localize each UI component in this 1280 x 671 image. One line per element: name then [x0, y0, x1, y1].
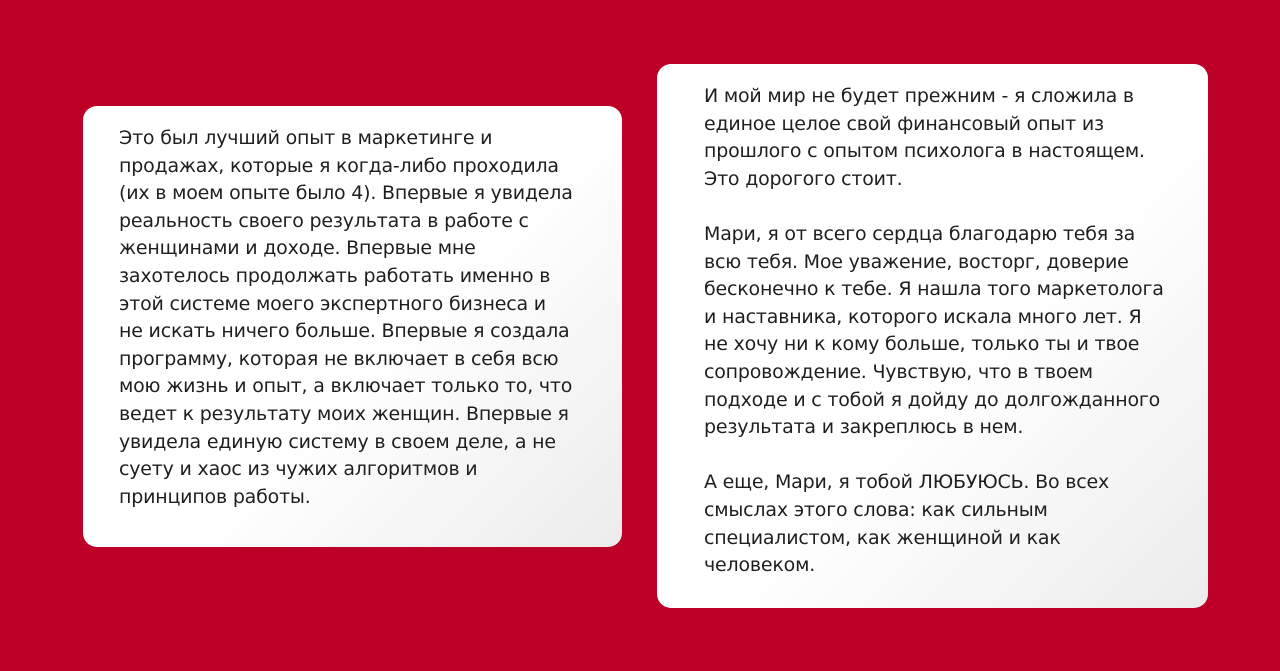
testimonial-paragraph-2: Мари, я от всего сердца благодарю тебя за всю тебя. Мое уважение, восторг, доверие бесконечно к тебе. Я нашла того маркетолога и наставника, которого искала много лет. Я не хочу ни к кому больше, только ты и твое сопровождение. Чувствую, что в твоем подходе и с тобой я дойду до долгожданного результата и закреплюсь в нем.	[704, 222, 1164, 439]
testimonial-card-right	[657, 64, 1208, 608]
testimonial-paragraph-1: И мой мир не будет прежним - я сложила в единое целое свой финансовый опыт из прошлого с опытом психолога в настоящем. Это дорогого стоит.	[704, 85, 1145, 190]
paragraph-spacer	[704, 193, 1208, 221]
paragraph-spacer	[704, 442, 1208, 470]
testimonial-card-left	[83, 106, 622, 547]
testimonial-paragraph-3: А еще, Мари, я тобой ЛЮБУЮСЬ. Во всех смыслах этого слова: как сильным специалистом, как женщиной и как человеком.	[704, 471, 1109, 577]
testimonial-text: Это был лучший опыт в маркетинге и продажах, которые я когда-либо проходила (их в моем опыте было 4). Впервые я увидела реальность своего результата в работе с женщинами и доходе. Впервые мне захотелось продолжать работать именно в этой системе моего экспертного бизнеса и не искать ничего больше. Впервые я создала программу, которая не включает в себя всю мою жизнь и опыт, а включает только то, что ведет к результату моих женщин. Впервые я увидела единую систему в своем деле, а не суету и хаос из чужих алгоритмов и принципов работы.	[119, 127, 573, 508]
